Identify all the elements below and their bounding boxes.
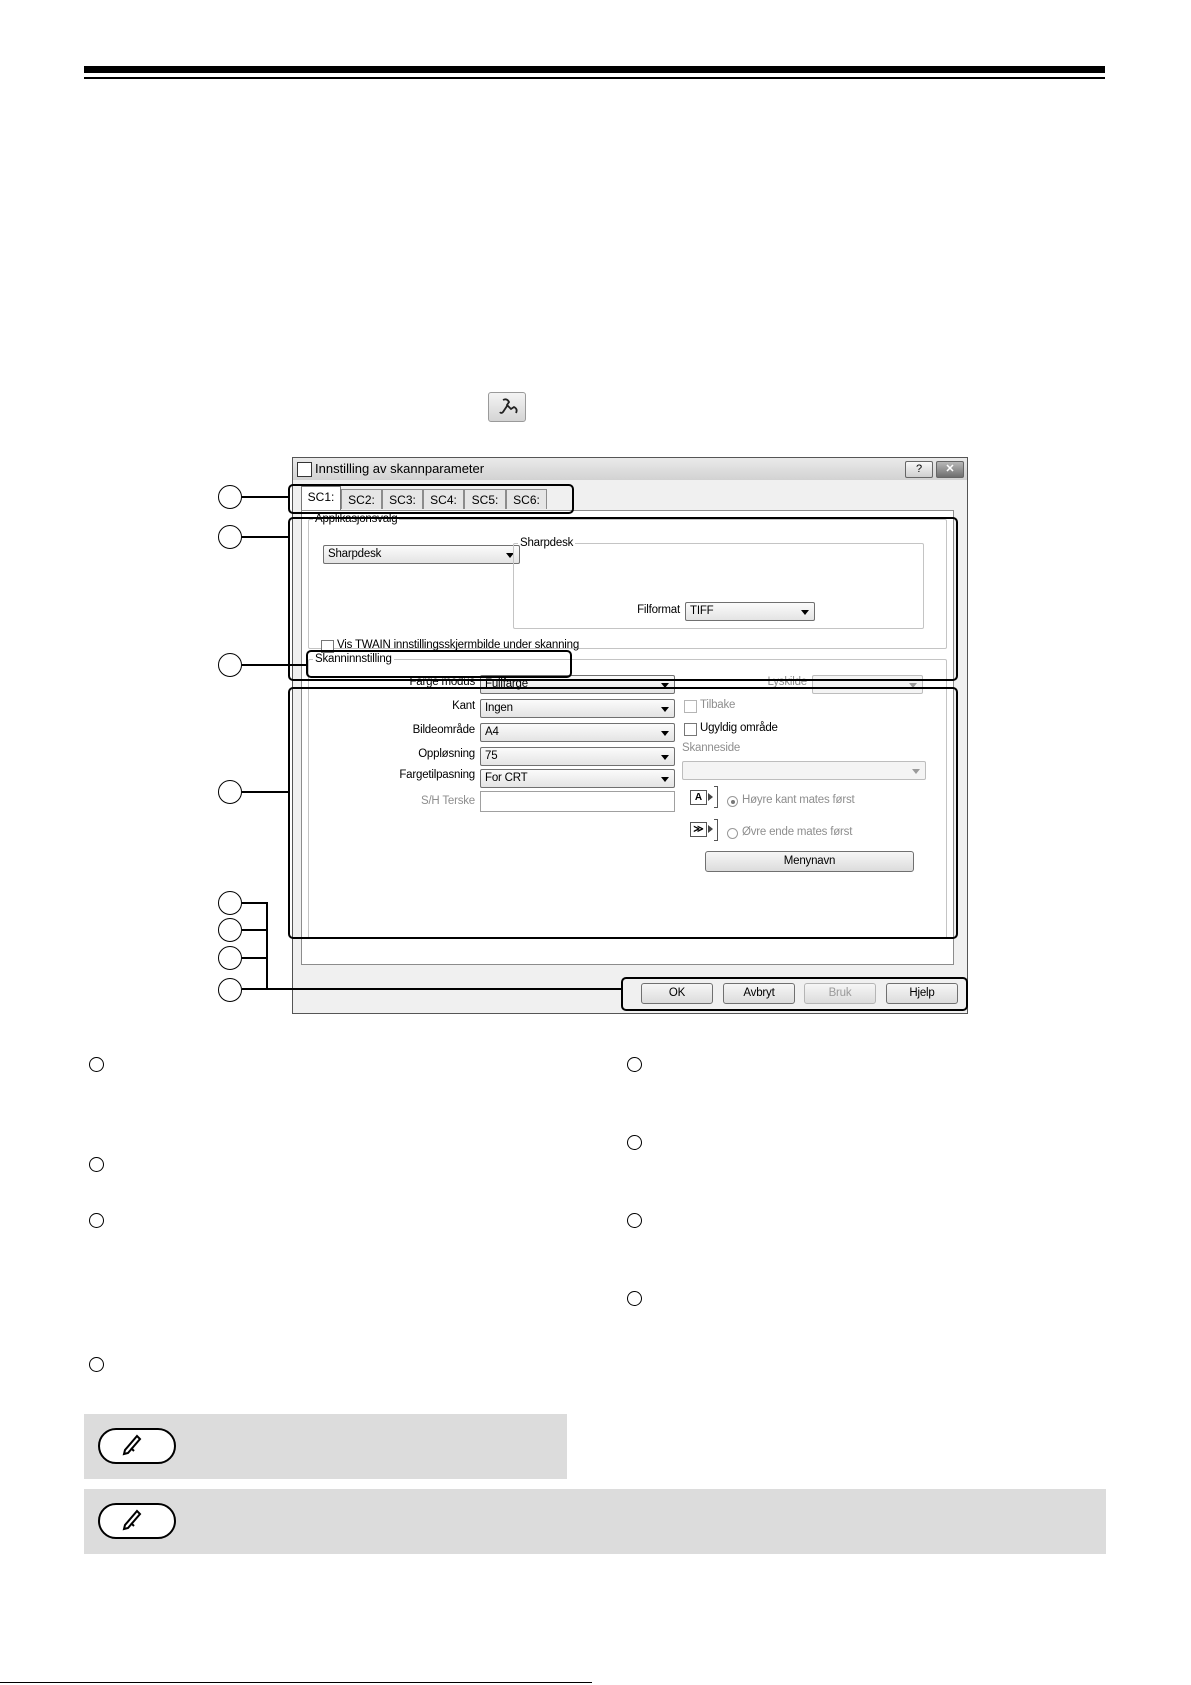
leader-line	[242, 988, 621, 990]
tab-sc4[interactable]: SC4:	[423, 489, 464, 509]
callout-circle-6	[218, 918, 242, 942]
legend-bullet-4	[89, 1357, 104, 1372]
orient-right-label: Høyre kant mates først	[742, 794, 855, 806]
orient-top-label: Øvre ende mates først	[742, 826, 853, 838]
sharpdesk-subgroup-legend: Sharpdesk	[520, 537, 574, 549]
callout-circle-2	[218, 525, 242, 549]
leader-line	[242, 536, 288, 538]
fileformat-select-value: TIFF	[690, 605, 714, 617]
leader-line	[266, 902, 268, 989]
callout-circle-7	[218, 946, 242, 970]
leader-line	[242, 664, 306, 666]
tab-sc6[interactable]: SC6:	[506, 489, 547, 509]
note-box-1	[84, 1414, 567, 1479]
image-area-label: Bildeområde	[412, 724, 475, 736]
dialog-title: Innstilling av skannparameter	[315, 461, 485, 476]
tab-sc3[interactable]: SC3:	[382, 489, 423, 509]
leader-line	[242, 902, 268, 904]
setup-wrench-icon	[488, 392, 526, 422]
orientation-b-icon: ≫	[690, 822, 707, 837]
callout-circle-5	[218, 891, 242, 915]
leader-line	[242, 496, 288, 498]
legend-bullet-7	[627, 1213, 642, 1228]
note-pencil-icon	[98, 1503, 176, 1539]
note-pencil-icon	[98, 1428, 176, 1464]
light-source-label: Lyskilde	[767, 676, 807, 688]
leader-line	[242, 791, 288, 793]
footer-rule	[0, 1682, 592, 1683]
image-area-value: A4	[485, 726, 499, 738]
scanner-app-icon	[297, 462, 312, 477]
ok-button[interactable]: OK	[641, 983, 713, 1004]
callout-box-buttons	[621, 977, 968, 1011]
callout-circle-8	[218, 978, 242, 1002]
callout-circle-3	[218, 653, 242, 677]
callout-circle-4	[218, 780, 242, 804]
header-rule-thick	[84, 66, 1105, 73]
legend-bullet-8	[627, 1291, 642, 1306]
callout-box-twain	[306, 650, 572, 678]
callout-circle-1	[218, 485, 242, 509]
fileformat-label: Filformat	[637, 604, 680, 616]
color-adjust-value: For CRT	[485, 772, 528, 784]
bw-threshold-label: S/H Terske	[420, 795, 475, 807]
leader-line	[242, 957, 268, 959]
legend-bullet-2	[89, 1157, 104, 1172]
title-bar	[293, 458, 967, 480]
header-rule-thin	[84, 77, 1105, 79]
legend-bullet-6	[627, 1135, 642, 1150]
back-checkbox-label: Tilbake	[700, 699, 736, 711]
resolution-label: Oppløsning	[418, 748, 475, 760]
tab-sc2[interactable]: SC2:	[341, 489, 382, 509]
invalid-area-label: Ugyldig område	[700, 722, 778, 734]
cancel-button[interactable]: Avbryt	[723, 983, 795, 1004]
scan-settings-group-legend: Skanninnstilling	[315, 653, 392, 665]
callout-box-scan-settings	[288, 687, 958, 939]
legend-bullet-3	[89, 1213, 104, 1228]
orientation-a-icon: A	[690, 790, 707, 805]
leader-line	[242, 929, 268, 931]
apply-button[interactable]: Bruk	[804, 983, 876, 1004]
color-mode-value: Fullfarge	[485, 678, 528, 690]
tab-sc1[interactable]: SC1:	[301, 486, 341, 510]
legend-bullet-5	[627, 1057, 642, 1072]
application-select-value: Sharpdesk	[328, 548, 382, 560]
application-group-legend: Applikasjonsvalg	[315, 513, 398, 525]
close-button[interactable]: ✕	[936, 461, 964, 478]
help-button[interactable]: Hjelp	[886, 983, 958, 1004]
color-adjust-label: Fargetilpasning	[399, 769, 475, 781]
help-title-button[interactable]: ?	[905, 461, 933, 478]
color-mode-label: Farge modus	[409, 676, 475, 688]
note-box-2	[84, 1489, 1106, 1554]
scan-side-label: Skanneside	[682, 742, 741, 754]
resolution-value: 75	[485, 750, 498, 762]
edge-label: Kant	[452, 700, 475, 712]
edge-value: Ingen	[485, 702, 513, 714]
legend-bullet-1	[89, 1057, 104, 1072]
menu-name-button[interactable]: Menynavn	[705, 851, 914, 872]
twain-checkbox-label: Vis TWAIN innstillingsskjermbilde under skanning	[337, 639, 580, 651]
tab-sc5[interactable]: SC5:	[464, 489, 506, 509]
